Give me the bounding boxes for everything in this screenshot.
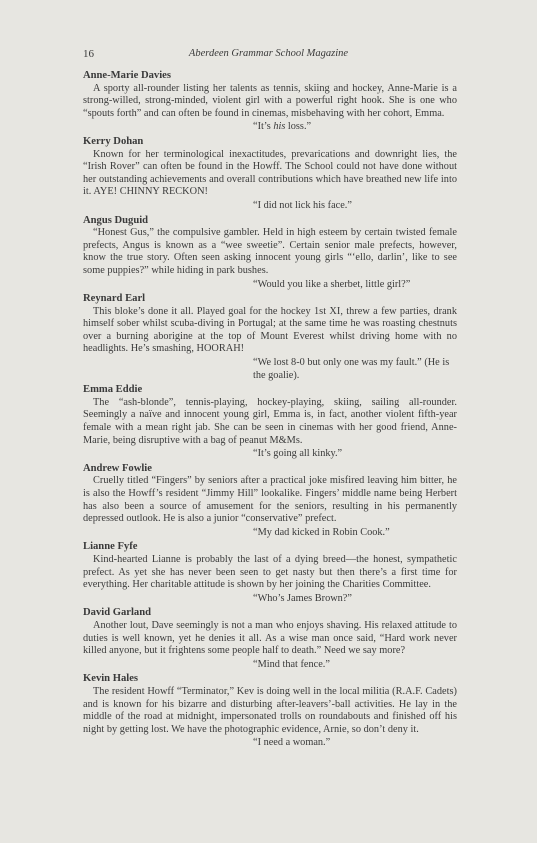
entry-text: Another lout, Dave seemingly is not a man who enjoys shaving. His relaxed attitude to duties is well known, yet he denies it all. As a wise man once said, “Hard work never killed anyone, but it frightens some people half to death.” Need we say more?	[83, 619, 457, 657]
quote-text: “My dad kicked in Robin Cook.”	[253, 526, 390, 538]
entry-text: Known for her terminological inexactitudes, prevarications and downright lies, the “Irish Rover” can often be found in the Howff. The School could not have done without her outstanding achievements and overall contributions which have breathed new life into it. AYE! CHINNY RECKON!	[83, 148, 457, 198]
entry-quote	[83, 659, 457, 672]
entry	[83, 215, 457, 292]
entry-quote	[83, 527, 457, 540]
entry	[83, 293, 457, 382]
entry-quote	[83, 448, 457, 461]
entry	[83, 70, 457, 134]
entry	[83, 463, 457, 540]
quote-text: “I did not lick his face.”	[253, 199, 352, 211]
entry-text: The “ash-blonde”, tennis-playing, hockey-playing, skiing, sailing all-rounder. Seemingly a naïve and innocent young girl, Emma is, in fact, another violent fifth-year female with a mean right jab. She can be seen in cinemas with her good friend, Anne-Marie, being disruptive with a bag of peanut M&Ms.	[83, 396, 457, 446]
entries-list	[83, 70, 457, 752]
entry-quote	[83, 357, 457, 382]
entry-text: This bloke’s done it all. Played goal for the hockey 1st XI, threw a few parties, drank himself sober whilst scuba-diving in Portugal; at the same time he was roasting chestnuts over a burning aborigine at the top of Mount Everest whilst driving home with no headlights. He’s smashing, HOORAH!	[83, 305, 457, 355]
entry	[83, 673, 457, 750]
quote-text: “We lost 8-0 but only one was my fault.” (He is the goalie).	[253, 357, 450, 381]
quote-text: “It’s	[253, 121, 274, 133]
entry-name: Reynard Earl	[83, 293, 146, 305]
quote-emphasis: his	[273, 121, 286, 133]
entry-text: “Honest Gus,” the compulsive gambler. Held in high esteem by certain twisted female prefects, Angus is known as a “wee sweetie”. Certain senior male prefects, however, know the true story. Often seen asking innocent young girls “‘ello, darlin’, like to see some puppies?” while hiding in park bushes.	[83, 227, 457, 276]
entry-text: Kind-hearted Lianne is probably the last of a dying breed—the honest, sympathetic prefect. As yet she has never been seen to get nasty but then there’s a first time for everything. Her charitable attitude is shown by her joining the Charities Committee.	[83, 553, 457, 591]
entry	[83, 384, 457, 461]
quote-text: “Mind that fence.”	[253, 658, 330, 670]
quote-text-end: loss.”	[285, 121, 312, 133]
entry-name: Emma Eddie	[83, 384, 143, 396]
entry-name: David Garland	[83, 607, 151, 619]
entry-quote	[83, 200, 457, 213]
entry-name: Kevin Hales	[83, 673, 139, 685]
quote-text: “I need a woman.”	[253, 737, 331, 749]
page-number: 16	[83, 48, 94, 60]
entry	[83, 541, 457, 605]
entry-text: The resident Howff “Terminator,” Kev is doing well in the local militia (R.A.F. Cadets) and is known for his bizarre and disturbing after-leavers’-ball activities. He lay in the middle of the road at midnight, impersonated trolls on roundabouts and finished off his night by getting lost. We have the photographic evidence, Arnie, so don’t deny it.	[83, 685, 457, 735]
entry-text: A sporty all-rounder listing her talents as tennis, skiing and hockey, Anne-Marie is a strong-willed, strong-minded, violent girl with a powerful right hook. She is one who “spouts forth” and can often be found in cinemas, misbehaving with her cohort, Emma.	[83, 82, 457, 119]
quote-text: “It’s going all kinky.”	[253, 448, 343, 460]
entry-name: Anne-Marie Davies	[83, 70, 171, 81]
quote-text: “Who’s James Brown?”	[253, 592, 352, 604]
entry-quote	[83, 593, 457, 606]
entry-quote	[83, 121, 457, 134]
entry	[83, 607, 457, 671]
entry	[83, 136, 457, 213]
entry-quote	[83, 279, 457, 292]
entry-quote	[83, 737, 457, 750]
entry-name: Angus Duguid	[83, 214, 149, 226]
entry-name: Kerry Dohan	[83, 135, 144, 147]
entry-text: Cruelly titled “Fingers” by seniors after a practical joke misfired leaving him bitter, he is also the Howff’s resident “Jimmy Hill” lookalike. Fingers’ middle name being Herbert has also been a source of amusement for the seniors, resulting in his permanently depressed outlook. He is also a junior “conservative” prefect.	[83, 475, 457, 525]
quote-text: “Would you like a sherbet, little girl?”	[253, 278, 411, 290]
entry-name: Andrew Fowlie	[83, 462, 152, 474]
entry-name: Lianne Fyfe	[83, 541, 138, 553]
running-title: Aberdeen Grammar School Magazine	[188, 48, 349, 59]
